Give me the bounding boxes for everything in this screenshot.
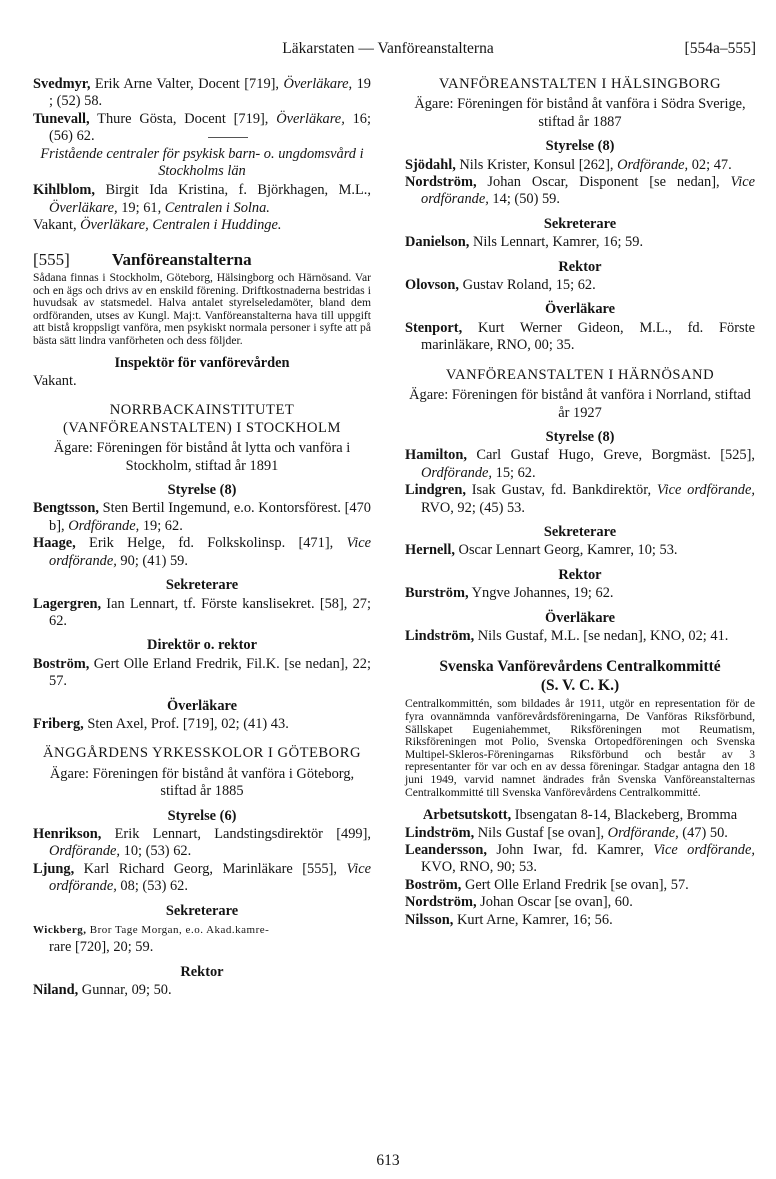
section-number: [555] bbox=[33, 249, 70, 269]
norrback-styrelse-heading: Styrelse (8) bbox=[167, 482, 237, 499]
harnosand-overlakare-heading: Överläkare bbox=[544, 609, 616, 626]
norrback-sekreterare-heading: Sekreterare bbox=[165, 577, 239, 594]
svck-member-nordstrom: Nordström, Johan Oscar [se ovan], 60. bbox=[405, 894, 633, 911]
entry-bostrom: Boström, Gert Olle Erland Fredrik, Fil.K. [se nedan], 22; 57. bbox=[33, 655, 371, 690]
section-555-intro: Sådana finnas i Stockholm, Göteborg, Hälsingborg och Härnösand. Var och en ägs och drivs av en enskild förening. Driftkostnaderna bestridas i huvudsak av statsmedel. Halva antalet styrelseledamöter, bland dem ordföranden, utses av Kungl. Maj:t. Vanföreanstalterna hava till uppgift att bistå kroppsligt vanföra, men psykiskt normala personer i syfte att på bästa sätt lindra vanförheten och dess följder. bbox=[33, 271, 371, 348]
section-555-heading bbox=[33, 251, 371, 268]
anggarden-styrelse-heading: Styrelse (6) bbox=[167, 807, 237, 824]
harnosand-sekreterare-heading: Sekreterare bbox=[543, 523, 617, 540]
inspektor-heading: Inspektör för vanförevården bbox=[114, 354, 290, 371]
svck-member-leandersson: Leandersson, John Iwar, fd. Kamrer, Vice ordförande, KVO, RNO, 90; 53. bbox=[405, 841, 755, 876]
entry-danielson: Danielson, Nils Lennart, Kamrer, 16; 59. bbox=[405, 234, 644, 251]
norrback-overlakare-heading: Överläkare bbox=[166, 697, 238, 714]
harnosand-title: VANFÖREANSTALTEN I HÄRNÖSAND bbox=[445, 366, 715, 383]
svck-intro: Centralkommittén, som bildades år 1911, utgör en representation för de fyra ovannämnda vanförevårdsföreningarna, De Vanföras Riksförbund, Sällskapet Eugeniahemmet, Riksföreningen mot Reumatism, Riksföreningen mot Polio, Svenska Ortopedföreningen och Svenska Multipel-Skleros-Föreningarnas Riksförbund och består av 3 representanter för var och en av dessa föreningar. Stadgar antagna den 18 juni 1949, varvid namnet ändrades från Svenska Vanföreanstalternas Centralkommitté till Svenska Vanförevårdens Centralkommitté. bbox=[405, 697, 755, 799]
entry-friberg: Friberg, Sten Axel, Prof. [719], 02; (41) 43. bbox=[33, 715, 289, 732]
right-column bbox=[405, 76, 755, 929]
svck-title: Svenska Vanförevårdens Centralkommitté bbox=[439, 658, 721, 676]
harnosand-rektor-heading: Rektor bbox=[558, 566, 602, 583]
entry-nordstrom: Nordström, Johan Oscar, Disponent [se nedan], Vice ordförande, 14; (50) 59. bbox=[405, 174, 755, 208]
halsingborg-overlakare-heading: Överläkare bbox=[544, 301, 616, 318]
svck-member-bostrom: Boström, Gert Olle Erland Fredrik [se ovan], 57. bbox=[405, 876, 689, 893]
anggarden-rektor-heading: Rektor bbox=[180, 963, 224, 980]
section-title: Vanföreanstalterna bbox=[111, 249, 252, 269]
left-column bbox=[33, 76, 371, 1000]
anggarden-sekreterare-heading: Sekreterare bbox=[165, 902, 239, 919]
entry-lindgren: Lindgren, Isak Gustav, fd. Bankdirektör, Vice ordförande, RVO, 92; (45) 53. bbox=[405, 482, 755, 516]
halsingborg-sekreterare-heading: Sekreterare bbox=[543, 215, 617, 232]
norrback-title: NORRBACKAINSTITUTET (VANFÖREANSTALTEN) I STOCKHOLM bbox=[63, 402, 341, 436]
entry-svedmyr: Svedmyr, Erik Arne Valter, Docent [719], Överläkare, 19 ; (52) 58. bbox=[33, 76, 371, 110]
running-header bbox=[0, 40, 776, 64]
header-title: Läkarstaten — Vanföreanstalterna bbox=[282, 40, 494, 57]
halsingborg-rektor-heading: Rektor bbox=[558, 258, 602, 275]
halsingborg-styrelse-heading: Styrelse (8) bbox=[545, 138, 615, 155]
entry-lagergren: Lagergren, Ian Lennart, tf. Förste kanslisekret. [58], 27; 62. bbox=[33, 595, 371, 629]
harnosand-owner: Ägare: Föreningen för bistånd åt vanföra i Norrland, stiftad år 1927 bbox=[409, 387, 751, 421]
harnosand-styrelse-heading: Styrelse (8) bbox=[545, 428, 615, 445]
header-section-ref: [554a–555] bbox=[684, 40, 756, 57]
entry-hamilton: Hamilton, Carl Gustaf Hugo, Greve, Borgmäst. [525], Ordförande, 15; 62. bbox=[405, 447, 755, 481]
norrback-owner: Ägare: Föreningen för bistånd åt lytta och vanföra i Stockholm, stiftad år 1891 bbox=[53, 440, 351, 474]
entry-haage: Haage, Erik Helge, fd. Folkskolinsp. [471], Vice ordförande, 90; (41) 59. bbox=[33, 535, 371, 569]
svck-heading bbox=[405, 657, 755, 695]
entry-stenport: Stenport, Kurt Werner Gideon, M.L., fd. Förste marinläkare, RNO, 00; 35. bbox=[405, 319, 755, 354]
svck-member-lindstrom: Lindström, Nils Gustaf [se ovan], Ordförande, (47) 50. bbox=[405, 824, 728, 841]
entry-olovson: Olovson, Gustav Roland, 15; 62. bbox=[405, 277, 596, 294]
fristaende-heading: Fristående centraler för psykisk barn- o. ungdomsvård i Stockholms län bbox=[40, 145, 364, 180]
entry-lindstrom: Lindström, Nils Gustaf, M.L. [se nedan], KNO, 02; 41. bbox=[405, 627, 729, 644]
entry-kihlblom: Kihlblom, Birgit Ida Kristina, f. Björkhagen, M.L., Överläkare, 19; 61, Centralen i Solna. bbox=[33, 182, 371, 216]
anggarden-owner: Ägare: Föreningen för bistånd åt vanföra i Göteborg, stiftad år 1885 bbox=[49, 765, 355, 800]
entry-niland: Niland, Gunnar, 09; 50. bbox=[33, 982, 172, 999]
entry-hernell: Hernell, Oscar Lennart Georg, Kamrer, 10; 53. bbox=[405, 542, 678, 559]
anggarden-title: ÄNGGÅRDENS YRKESSKOLOR I GÖTEBORG bbox=[43, 745, 361, 762]
halsingborg-owner: Ägare: Föreningen för bistånd åt vanföra i Södra Sverige, stiftad år 1887 bbox=[414, 96, 746, 130]
inspektor-value: Vakant. bbox=[33, 373, 77, 390]
entry-wickberg: Wickberg, Bror Tage Morgan, e.o. Akad.kamre- rare [720], 20; 59. bbox=[33, 924, 270, 956]
entry-tunevall: Tunevall, Thure Gösta, Docent [719], Överläkare, 16; (56) 62. bbox=[33, 110, 371, 145]
norrback-direktor-heading: Direktör o. rektor bbox=[147, 637, 257, 654]
entry-ljung: Ljung, Karl Richard Georg, Marinläkare [555], Vice ordförande, 08; (53) 62. bbox=[33, 860, 371, 895]
svck-abbreviation: (S. V. C. K.) bbox=[540, 677, 620, 695]
entry-burstrom: Burström, Yngve Johannes, 19; 62. bbox=[405, 585, 614, 602]
entry-vakant-huddinge: Vakant, Överläkare, Centralen i Huddinge. bbox=[33, 217, 282, 234]
entry-sjodahl: Sjödahl, Nils Krister, Konsul [262], Ordförande, 02; 47. bbox=[405, 156, 732, 173]
entry-henrikson: Henrikson, Erik Lennart, Landstingsdirektör [499], Ordförande, 10; (53) 62. bbox=[33, 825, 371, 860]
entry-bengtsson: Bengtsson, Sten Bertil Ingemund, e.o. Kontorsförest. [470 b], Ordförande, 19; 62. bbox=[33, 500, 371, 534]
svck-member-nilsson: Nilsson, Kurt Arne, Kamrer, 16; 56. bbox=[405, 911, 613, 928]
divider-rule bbox=[208, 137, 248, 138]
page-number: 613 bbox=[376, 1152, 400, 1169]
halsingborg-title: VANFÖREANSTALTEN I HÄLSINGBORG bbox=[438, 76, 722, 92]
arbetsutskott-line: Arbetsutskott, Ibsengatan 8-14, Blackeberg, Bromma bbox=[422, 807, 738, 824]
